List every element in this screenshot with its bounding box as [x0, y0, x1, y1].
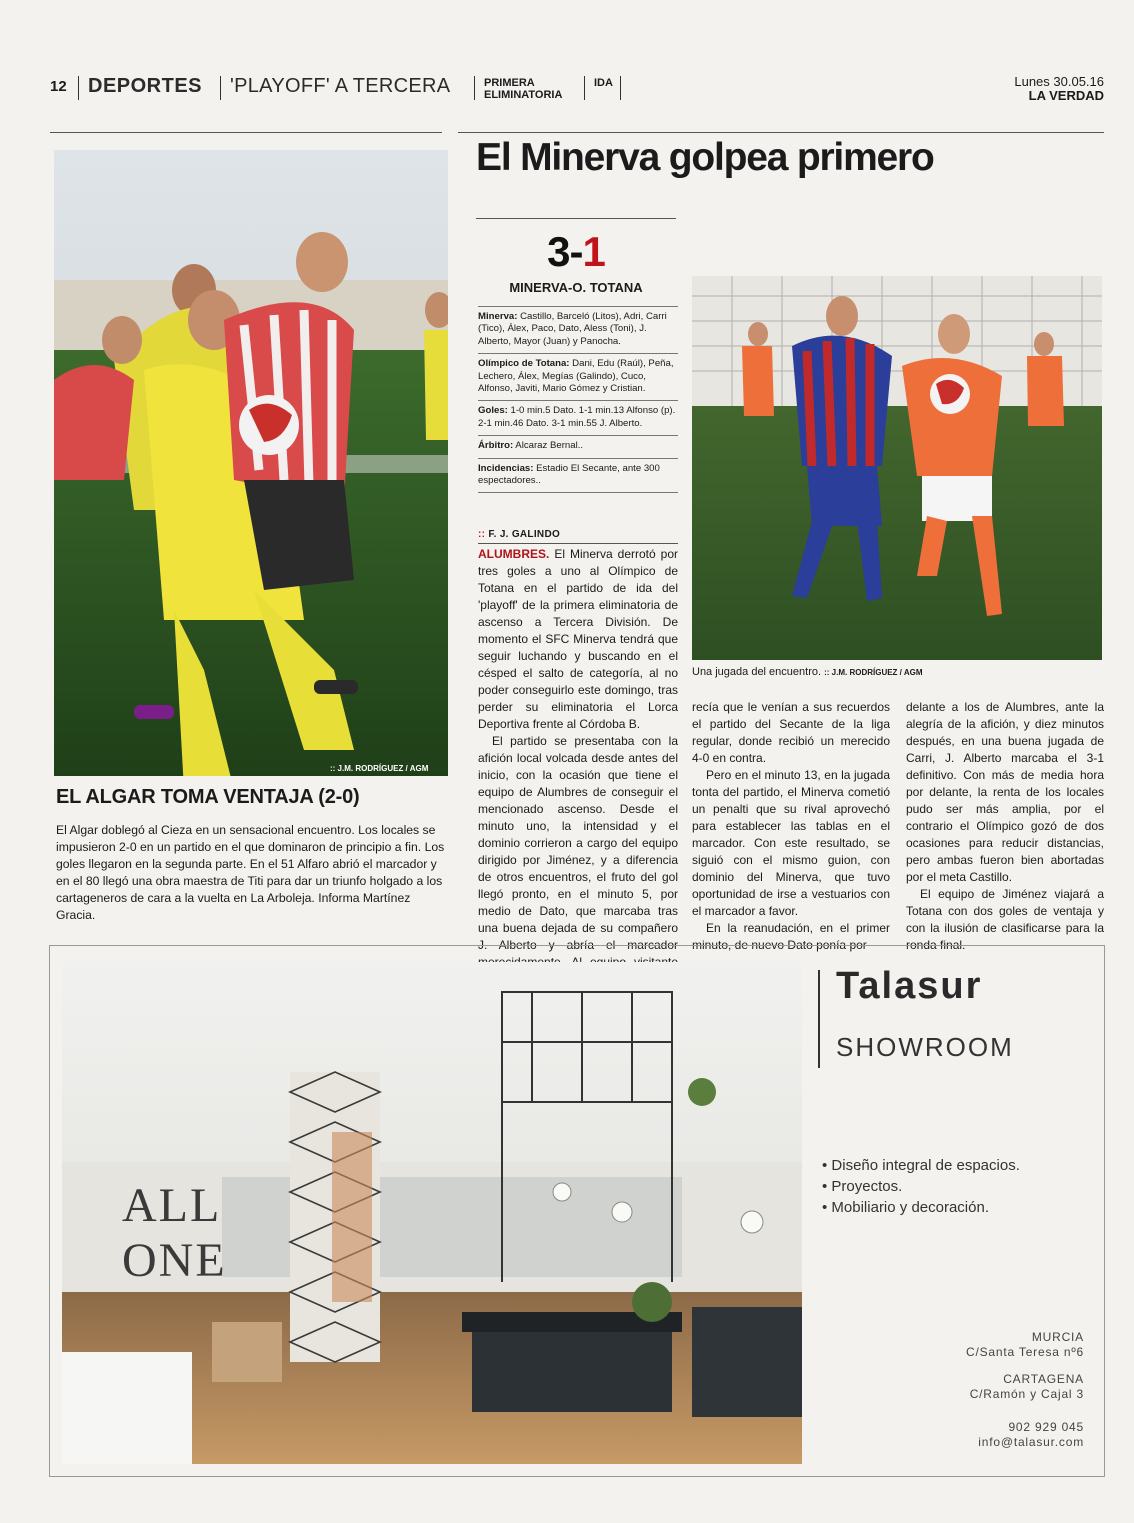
- article-column-3: [906, 699, 1104, 954]
- article-paragraph: El equipo de Jiménez viajará a Totana con dos goles de ventaja y con la ilusión de clasificarse para la ronda final.: [906, 887, 1104, 952]
- article-column-1: [478, 546, 678, 988]
- stats-label: Olímpico de Totana:: [478, 358, 570, 370]
- section-name: DEPORTES: [88, 75, 203, 97]
- stats-goals: [478, 400, 678, 435]
- article-column-2: [692, 699, 890, 954]
- score-away: 1: [582, 228, 605, 275]
- address-cartagena: [970, 1372, 1084, 1402]
- city-name: CARTAGENA: [1003, 1372, 1084, 1386]
- service-item: • Proyectos.: [822, 1176, 1020, 1197]
- box-rule: [476, 218, 676, 219]
- stats-text: Estadio El Secante, ante 300 espectadores..: [478, 462, 660, 487]
- phone-number: 902 929 045: [1008, 1420, 1084, 1434]
- match-score: [476, 228, 676, 276]
- round-label-line: ELIMINATORIA: [484, 89, 563, 101]
- secondary-story-text: El Algar doblegó al Cieza en un sensacional encuentro. Los locales se impusieron 2-0 en un partido en el que dominaron de principio a fin. Los goles llegaron en la segunda parte. En el 51 Alfaro abrió el marcador y en el 80 llegó una obra maestra de Titi para dar un triunfo holgado a los cartageneros de cara a la vuelta en La Arboleja. Informa Martínez Gracia.: [56, 823, 445, 922]
- byline: [478, 529, 560, 540]
- showroom-sign-line: ALL: [122, 1179, 222, 1232]
- header-divider: [474, 76, 475, 100]
- byline-author: F. J. GALINDO: [488, 529, 561, 540]
- score-home: 3: [547, 228, 570, 275]
- byline-marker: ::: [478, 529, 486, 540]
- page-number: 12: [50, 78, 67, 95]
- article-paragraph: En la reanudación, en el primer minuto, de nuevo Dato ponía por: [692, 921, 890, 952]
- service-item: • Diseño integral de espacios.: [822, 1155, 1020, 1176]
- address-murcia: [966, 1330, 1084, 1360]
- match-teams: MINERVA-O. TOTANA: [509, 280, 643, 295]
- football-photo-left: [54, 150, 448, 776]
- article-paragraph: delante a los de Alumbres, ante la alegría de la afición, y diez minutos después, en una buena jugada de Carri, J. Alberto marcaba el 3-1 definitivo. Con más de media hora por delante, la renta de los locales pudo ser más amplia, por el contrario el Olímpico gozó de dos ocasiones para reducir distancias, pero ambas fueron bien abortadas por el meta Castillo.: [906, 700, 1104, 884]
- email-address: info@talasur.com: [978, 1435, 1084, 1449]
- score-dash: -: [569, 228, 583, 275]
- stats-text: 1-0 min.5 Dato. 1-1 min.13 Alfonso (p). 2-1 min.46 Dato. 3-1 min.55 J. Alberto.: [478, 405, 676, 429]
- issue-date: Lunes 30.05.16: [1014, 74, 1104, 89]
- showroom-sign: [122, 1178, 227, 1288]
- stats-label: Incidencias:: [478, 462, 534, 474]
- header-divider: [220, 76, 221, 100]
- header-divider: [78, 76, 79, 100]
- match-stats: [478, 306, 678, 493]
- brand-logo: Talasur: [836, 965, 983, 1007]
- stats-label: Goles:: [478, 405, 508, 417]
- brand-tagline: SHOWROOM: [836, 1032, 1014, 1062]
- street-address: C/Ramón y Cajal 3: [969, 1387, 1084, 1401]
- byline-rule: [478, 543, 678, 544]
- stats-label: Árbitro:: [478, 440, 514, 452]
- photo-credit: :: J.M. RODRÍGUEZ / AGM: [824, 668, 923, 677]
- article-paragraph: El partido se presentaba con la afición local volcada desde antes del inicio, con la ocasión que tiene el equipo de Alumbres de conseguir el mencionado ascenso. Desde el minuto uno, la intensidad y el dominio corrieron a cargo del equipo dirigido por Jiménez, y a diferencia de otros encuentros, el fruto del gol llegó pronto, en el minuto 5, por medio de Dato, que marcaba tras una buena dejada de su compañero J. Alberto y abría el marcador: [478, 734, 678, 952]
- header-divider: [620, 76, 621, 100]
- stats-text: Alcaraz Bernal..: [513, 440, 584, 452]
- round-label-line: PRIMERA: [484, 77, 535, 89]
- stats-incidents: [478, 458, 678, 494]
- photo-caption: [692, 666, 922, 678]
- article-paragraph: Pero en el minuto 13, en la jugada tonta del partido, el Minerva cometió un penalti que su rival aprovechó para establecer las tablas en el marcador. Con este resultado, se siguió con el mismo guion, con dominio del Minerva, que tuvo oportunidad de irse a vestuarios con el marcador a favor.: [692, 768, 890, 918]
- football-photo-right: [692, 276, 1102, 660]
- stats-text: Castillo, Barceló (Litos), Adri, Carri (Tico), Álex, Paco, Dato, Aless (Toni), J. Alberto, Mayor (Juan) y Panocha.: [478, 311, 667, 347]
- column-rule: [50, 132, 442, 133]
- round-label: [484, 77, 584, 101]
- column-rule: [458, 132, 1104, 133]
- leg-label: IDA: [594, 77, 613, 89]
- article-paragraph: recía que le venían a sus recuerdos el partido del Secante de la liga regular, donde recibió un merecido 4-0 en contra.: [692, 700, 890, 765]
- section-topic: 'PLAYOFF' A TERCERA: [230, 75, 451, 97]
- stats-text: Dani, Edu (Raúl), Peña, Lechero, Álex, Megías (Galindo), Cuco, Alfonso, Javiti, Mario Gómez y Cristian.: [478, 358, 674, 395]
- left-photo: [54, 150, 448, 776]
- service-item: • Mobiliario y decoración.: [822, 1197, 1020, 1218]
- right-photo: [692, 276, 1102, 660]
- page-header: [50, 74, 1104, 104]
- photo-credit: :: J.M. RODRÍGUEZ / AGM: [330, 764, 429, 773]
- services-list: [822, 1155, 1020, 1218]
- dateline: ALUMBRES.: [478, 547, 550, 561]
- photo-caption-text: Una jugada del encuentro.: [692, 666, 822, 678]
- brand-divider: [818, 970, 820, 1068]
- stats-label: Minerva:: [478, 311, 518, 322]
- city-name: MURCIA: [1031, 1330, 1084, 1344]
- showroom-sign-line: ONE: [122, 1234, 227, 1287]
- newspaper-name: LA VERDAD: [1028, 88, 1104, 103]
- article-paragraph: [478, 546, 678, 733]
- stats-referee: [478, 435, 678, 457]
- secondary-headline: EL ALGAR TOMA VENTAJA (2-0): [56, 786, 360, 808]
- main-headline: El Minerva golpea primero: [476, 136, 934, 179]
- contact-info: [978, 1420, 1084, 1450]
- street-address: C/Santa Teresa nº6: [966, 1345, 1084, 1359]
- header-divider: [584, 76, 585, 100]
- paragraph-text: El Minerva derrotó por tres goles a uno al Olímpico de Totana en el partido de ida del 'playoff' de la primera eliminatoria de ascenso a Tercera División. De momento el SFC Minerva tendrá que seguir luchando y buscando en el césped el salto de categoría, al no poder conseguirlo este domingo, tras perder su eliminatoria el Lorca Deportiva frente al Córdoba B.: [478, 547, 678, 731]
- showroom-photo: [62, 962, 802, 1464]
- stats-lineup-away: [478, 353, 678, 400]
- stats-lineup-home: [478, 306, 678, 353]
